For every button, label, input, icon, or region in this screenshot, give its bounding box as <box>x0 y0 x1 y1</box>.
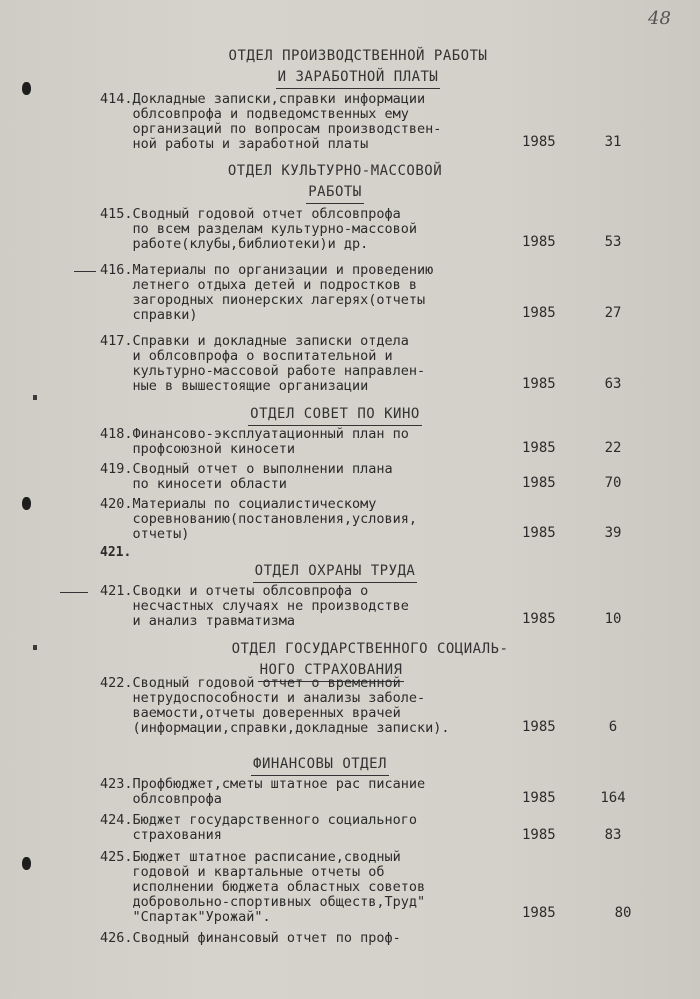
margin-dash <box>74 271 96 272</box>
margin-dash <box>60 592 88 593</box>
section-heading: ФИНАНСОВЫ ОТДЕЛ <box>0 754 700 776</box>
list-item: 419.Сводный отчет о выполнении плана по киносети области 1985 70 <box>100 461 622 492</box>
edge-mark <box>33 395 37 400</box>
list-item: 425.Бюджет штатное расписание,сводный годовой и квартальные отчеты об исполнении бюджета областных советов добровольно-спортивных обществ,Труд" "Спартак"Урожай". 1985 80 <box>100 849 632 925</box>
margin-note: 421. <box>100 545 132 560</box>
list-item: 420.Материалы по социалистическому соревнованию(постановления,условия, отчеты) 1985 39 <box>100 496 622 542</box>
section-heading: ОТДЕЛ ГОСУДАРСТВЕННОГО СОЦИАЛЬ- НОГО СТРАХОВАНИЯ <box>0 639 700 682</box>
list-item: 426.Сводный финансовый отчет по проф- <box>100 930 401 946</box>
section-heading: ОТДЕЛ КУЛЬТУРНО-МАССОВОЙ РАБОТЫ <box>0 161 700 204</box>
list-item: 417.Справки и докладные записки отдела и облсовпрофа о воспитательной и культурно-массовой работе направлен- ные в вышестоящие организации 1985 63 <box>100 333 622 394</box>
section-heading: ОТДЕЛ СОВЕТ ПО КИНО <box>0 404 700 426</box>
list-item: 422.Сводный годовой отчет о временной нетрудоспособности и анализы заболе- ваемости,отчеты доверенных врачей (информации,справки,докладные записки). 1985 6 <box>100 675 618 736</box>
list-item: 418.Финансово-эксплуатационный план по профсоюзной киносети 1985 22 <box>100 426 622 457</box>
binding-hole <box>22 497 31 510</box>
list-item: 414.Докладные записки,справки информации облсовпрофа и подведомственных ему организаций по вопросам производствен- ной работы и заработной платы 1985 31 <box>100 91 622 152</box>
section-heading: ОТДЕЛ ОХРАНЫ ТРУДА <box>0 561 700 583</box>
list-item: 415.Сводный годовой отчет облсовпрофа по всем разделам культурно-массовой работе(клубы,библиотеки)и др. 1985 53 <box>100 206 622 252</box>
list-item: 416.Материалы по организации и проведению летнего отдыха детей и подростков в загородных пионерских лагерях(отчеты справки) 1985 27 <box>100 262 622 323</box>
list-item: 424.Бюджет государственного социального страхования 1985 83 <box>100 812 622 843</box>
binding-hole <box>22 857 31 870</box>
section-heading: ОТДЕЛ ПРОИЗВОДСТВЕННОЙ РАБОТЫ И ЗАРАБОТНОЙ ПЛАТЫ <box>0 46 700 89</box>
page-number-handwritten: 48 <box>648 8 671 29</box>
list-item: 423.Профбюджет,сметы штатное рас писание облсовпрофа 1985 164 <box>100 776 626 807</box>
list-item: 421.Сводки и отчеты облсовпрофа о несчастных случаях не производстве и анализ травматизма 1985 10 <box>100 583 622 629</box>
